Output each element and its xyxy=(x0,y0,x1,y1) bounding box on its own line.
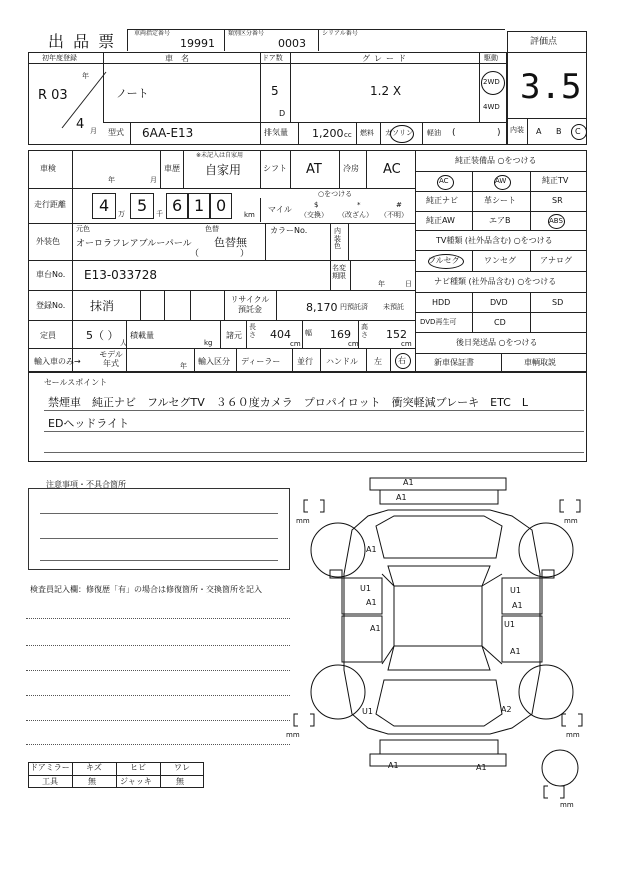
sales-line-1: 禁煙車 純正ナビ フルセグTV ３６０度カメラ プロパイロット 衝突軽減ブレーキ ETC L xyxy=(48,396,528,409)
serial-label: シリアル番号 xyxy=(322,30,358,37)
grade: 1.2 X xyxy=(370,84,402,98)
history: 自家用 xyxy=(205,163,242,177)
mileage-man: 万 xyxy=(118,210,125,218)
mileage-sen: 千 xyxy=(156,210,163,218)
car-damage-diagram xyxy=(290,470,610,810)
fuel-light: 軽油 xyxy=(427,129,441,137)
color-paren-close: ） xyxy=(240,249,250,259)
door-type: D xyxy=(279,109,286,118)
colorno-label: カラーNo. xyxy=(270,226,308,235)
odo-tamper: （改ざん） xyxy=(338,211,373,219)
inspector-label: 検査員記入欄：修復歴「有」の場合は修復箇所・交換箇所を記入 xyxy=(30,585,262,594)
tv-analog: アナログ xyxy=(540,256,572,265)
fuel-paren-open: ( xyxy=(452,128,456,138)
tv-oneseg: ワンセグ xyxy=(484,256,516,265)
color-label: 外装色 xyxy=(36,237,60,246)
mark-left-rear-fender: U1 xyxy=(362,707,373,716)
parallel: 並行 xyxy=(297,357,313,366)
wid-cm: cm xyxy=(348,340,359,348)
navi-dvd: DVD xyxy=(490,298,508,307)
handle-right: 右 xyxy=(398,356,406,365)
model: 6AA-E13 xyxy=(142,126,194,140)
std-abs: ABS xyxy=(549,217,563,225)
mileage-5: 0 xyxy=(216,196,227,215)
caution-label: 注意事項・不具合箇所 xyxy=(46,480,126,489)
caution-box xyxy=(28,488,290,570)
model-year-label: モデル年式 xyxy=(99,350,123,368)
lot-label: 車両指定番号 xyxy=(134,30,171,37)
len-label: 長さ xyxy=(249,323,256,339)
lot-value: 19991 xyxy=(180,37,215,50)
mark-left-front-door-u: U1 xyxy=(360,584,371,593)
doors: 5 xyxy=(271,84,279,98)
mileage-2: 5 xyxy=(137,196,148,215)
interior-color-label: 内装色 xyxy=(334,227,341,251)
mark-right-rear-door-u: U1 xyxy=(504,620,515,629)
tv-title: TV種類 (社外品含む) ○をつける xyxy=(436,236,553,245)
std-ac: AC xyxy=(439,177,449,185)
odo-note: ○をつける xyxy=(318,190,353,198)
orig-color: オーロラフレアブルーパール xyxy=(76,239,192,249)
navi-cd: CD xyxy=(494,318,506,327)
std-equip-title: 純正装備品 ○をつける xyxy=(455,156,537,165)
displacement-label: 排気量 xyxy=(264,128,288,137)
mileage-label: 走行距離 xyxy=(34,200,66,209)
first-reg-year: R 03 xyxy=(38,88,68,103)
wid-label: 幅 xyxy=(305,329,312,337)
recycle: 8,170 xyxy=(306,301,338,314)
handle-left: 左 xyxy=(374,357,382,366)
odo-mile: マイル xyxy=(268,205,292,214)
color-change-label: 色替 xyxy=(205,225,219,233)
std-sr: SR xyxy=(552,196,563,205)
std-leather: 革シート xyxy=(484,196,516,205)
name-change-day: 日 xyxy=(405,280,412,288)
mm-spare: mm xyxy=(560,801,574,809)
mileage-4: 1 xyxy=(194,196,205,215)
dims-label: 諸元 xyxy=(226,331,242,340)
mark-left-rear-door: A1 xyxy=(370,624,381,633)
navi-sd: SD xyxy=(552,298,564,307)
ac: AC xyxy=(383,162,401,177)
history-label: 車歴 xyxy=(164,164,180,173)
class-label: 類別区分番号 xyxy=(228,30,265,37)
fuel-gas: ガソリン xyxy=(385,129,413,137)
mileage-3: 6 xyxy=(172,196,183,215)
car-name-label: 車 名 xyxy=(165,54,189,63)
height: 152 xyxy=(386,328,407,341)
mileage-1: 4 xyxy=(99,196,110,215)
mark-rear-bumper-right: A1 xyxy=(476,763,487,772)
th-break: ワレ xyxy=(174,763,190,772)
th-mirror: ドアミラー xyxy=(30,763,70,772)
std-navi: 純正ナビ xyxy=(426,196,458,205)
odo-star: * xyxy=(357,201,361,209)
len-cm: cm xyxy=(290,340,301,348)
handle-label: ハンドル xyxy=(326,357,358,366)
tv-fullseg: フルセグ xyxy=(428,256,460,265)
th-crack: ヒビ xyxy=(130,763,146,772)
navi-hdd: HDD xyxy=(432,298,451,307)
mm-front-left: mm xyxy=(296,517,310,525)
sales-label: セールスポイント xyxy=(44,378,108,387)
length: 404 xyxy=(270,328,291,341)
drive-label: 駆動 xyxy=(484,54,498,62)
displacement: 1,200 xyxy=(312,127,344,140)
name-change-year: 年 xyxy=(378,280,385,288)
odo-dollar: $ xyxy=(314,201,319,209)
chassis: E13-033728 xyxy=(84,268,157,282)
std-alloy: 純正AW xyxy=(426,216,455,225)
mark-rear-bumper: A1 xyxy=(388,761,399,770)
reg-label: 登録No. xyxy=(36,301,66,310)
th-scratch: キズ xyxy=(86,763,102,772)
hgt-label: 高さ xyxy=(361,323,368,339)
capacity-label: 定員 xyxy=(40,331,56,340)
recycle-not: 未預託 xyxy=(383,303,404,311)
std-tv: 純正TV xyxy=(542,176,569,185)
month-unit: 月 xyxy=(90,127,97,135)
reg: 抹消 xyxy=(90,299,115,313)
mm-rear-left: mm xyxy=(286,731,300,739)
interior-c: C xyxy=(575,127,581,136)
year-unit: 年 xyxy=(82,72,89,80)
mark-right-front-door-u: U1 xyxy=(510,586,521,595)
inspection-year: 年 xyxy=(108,176,115,184)
later-title: 後日発送品 ○をつける xyxy=(456,338,538,347)
name-change-label: 名変期限 xyxy=(332,264,346,280)
inspection-label: 車検 xyxy=(40,164,56,173)
capacity: 5（ ） xyxy=(86,329,119,342)
navi-dvd-play: DVD再生可 xyxy=(420,318,457,326)
model-label: 型式 xyxy=(108,128,124,137)
inspection-month: 月 xyxy=(150,176,157,184)
mm-rear-right: mm xyxy=(566,731,580,739)
doors-label: ドア数 xyxy=(262,54,283,62)
std-airbag: エアB xyxy=(489,216,511,225)
form-title: 出 品 票 xyxy=(48,32,117,51)
color-change: 色替無 xyxy=(214,236,247,249)
first-reg-month: 4 xyxy=(76,117,85,132)
cc-unit: cc xyxy=(344,131,352,139)
interior-label: 内装 xyxy=(510,126,524,134)
mark-front-bumper-top: A1 xyxy=(403,478,414,487)
color-paren-open: （ xyxy=(190,249,200,259)
hgt-cm: cm xyxy=(401,340,412,348)
ac-label: 冷房 xyxy=(343,164,359,173)
history-note: ※未記入は自家用 xyxy=(196,152,244,159)
td-jack-value: 無 xyxy=(176,777,184,786)
mark-right-rear-door-a: A1 xyxy=(510,647,521,656)
sales-line-2: EDヘッドライト xyxy=(48,417,130,430)
td-tools: 工具 xyxy=(42,777,58,786)
later-warranty: 新車保証書 xyxy=(434,358,474,367)
interior-b: B xyxy=(556,127,562,136)
kg-unit: kg xyxy=(204,339,213,347)
mm-front-right: mm xyxy=(564,517,578,525)
first-reg-label: 初年度登録 xyxy=(42,54,77,62)
drive-4wd: 4WD xyxy=(483,103,500,111)
width: 169 xyxy=(330,328,351,341)
dealer: ディーラー xyxy=(241,357,281,366)
mark-right-front-door-a: A1 xyxy=(512,601,523,610)
import-class-label: 輸入区分 xyxy=(198,357,230,366)
score-value: 3.5 xyxy=(520,67,582,107)
fuel-paren-close: ) xyxy=(497,128,501,138)
odo-hash: # xyxy=(396,201,402,209)
grade-label: グレード xyxy=(362,54,410,63)
odo-unknown: （不明） xyxy=(380,211,408,219)
td-jack: ジャッキ xyxy=(120,777,152,786)
later-manual: 車輌取説 xyxy=(524,358,556,367)
mark-front-left-fender: A1 xyxy=(366,545,377,554)
km-unit: km xyxy=(244,211,255,219)
orig-color-label: 元色 xyxy=(76,225,90,233)
recycle-unit: 円預託済 xyxy=(340,303,368,311)
mark-left-front-door-a: A1 xyxy=(366,598,377,607)
odo-exchange: （交換） xyxy=(300,211,328,219)
shift-label: シフト xyxy=(263,164,287,173)
chassis-label: 車台No. xyxy=(36,270,66,279)
mark-right-rear-fender: A2 xyxy=(501,705,512,714)
td-tools-value: 無 xyxy=(88,777,96,786)
person-unit: 人 xyxy=(120,339,127,347)
shift: AT xyxy=(306,162,322,177)
car-name: ノート xyxy=(116,87,149,100)
std-aw: AW xyxy=(495,177,507,185)
navi-title: ナビ種類 (社外品含む) ○をつける xyxy=(434,277,557,286)
recycle-label: リサイクル預託金 xyxy=(230,295,270,314)
interior-a: A xyxy=(536,127,542,136)
load-label: 積載量 xyxy=(130,331,154,340)
import-label: 輸入車のみ→ xyxy=(34,357,81,366)
mark-front-bumper: A1 xyxy=(396,493,407,502)
drive-2wd: 2WD xyxy=(483,78,500,86)
score-label: 評価点 xyxy=(530,37,558,47)
model-year-unit: 年 xyxy=(180,362,187,370)
fuel-label: 燃料 xyxy=(360,129,374,137)
class-value: 0003 xyxy=(278,37,306,50)
